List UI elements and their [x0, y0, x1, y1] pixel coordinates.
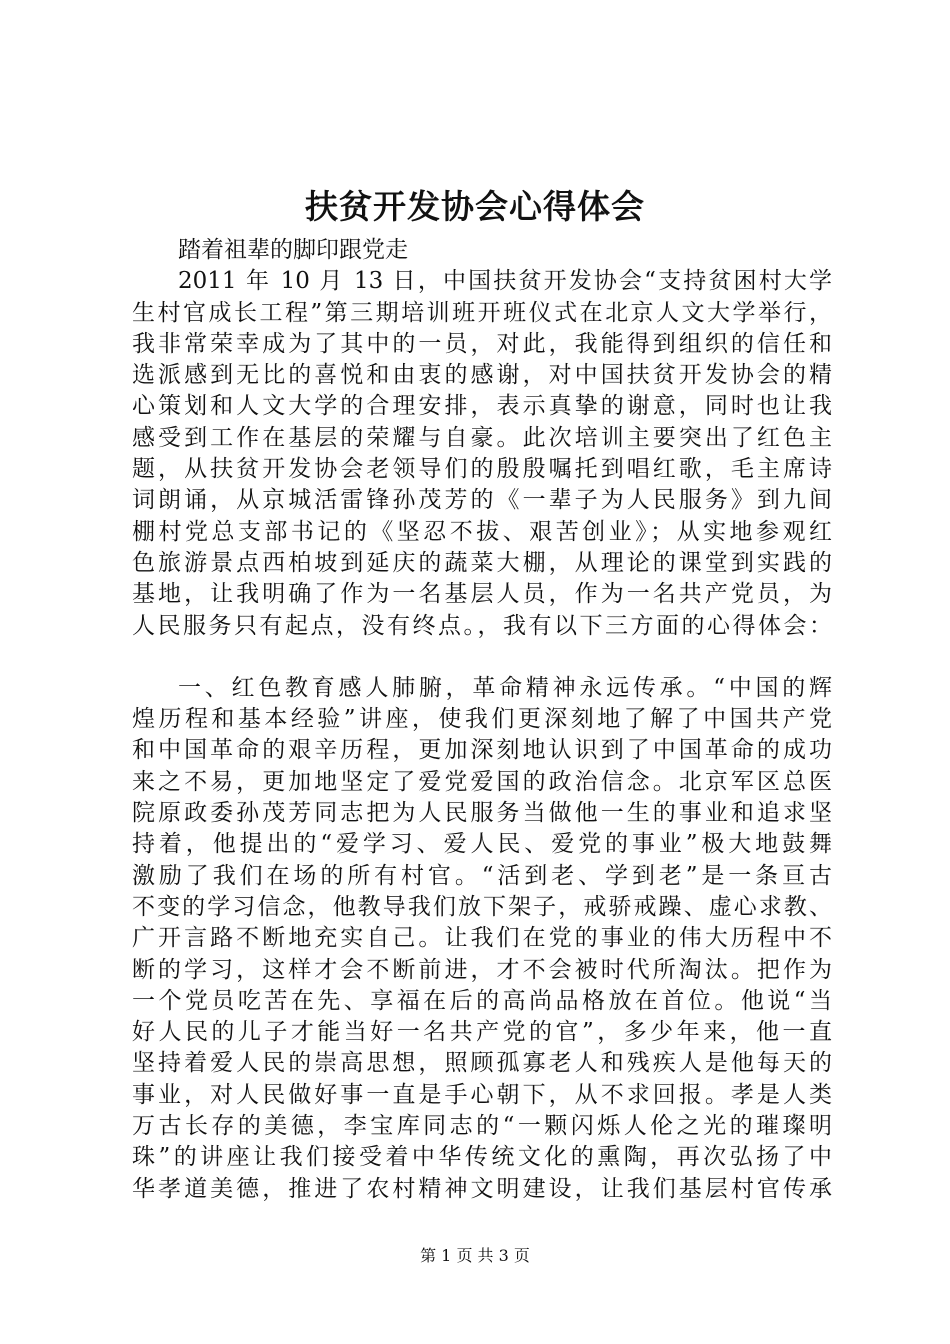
text-line: 煌历程和基本经验”讲座，使我们更深刻地了解了中国共产党 — [132, 706, 832, 733]
paragraph-gap — [132, 642, 832, 673]
text-line: 人民服务只有起点，没有终点。，我有以下三方面的心得体会： — [132, 612, 832, 639]
text-line: 基地，让我明确了作为一名基层人员，作为一名共产党员，为 — [132, 581, 832, 608]
text-line: 不变的学习信念，他教导我们放下架子，戒骄戒躁、虚心求教、 — [132, 893, 832, 920]
text-line: 棚村党总支部书记的《坚忍不拔、艰苦创业》；从实地参观红 — [132, 518, 832, 545]
text-line: 词朗诵，从京城活雷锋孙茂芳的《一辈子为人民服务》到九间 — [132, 487, 832, 514]
text-line: 2011 年 10 月 13 日，中国扶贫开发协会“支持贫困村大学 — [178, 268, 832, 295]
text-line: 院原政委孙茂芳同志把为人民服务当做他一生的事业和追求坚 — [132, 800, 832, 827]
text-line: 心策划和人文大学的合理安排，表示真挚的谢意，同时也让我 — [132, 393, 832, 420]
text-line: 好人民的儿子才能当好一名共产党的官”，多少年来，他一直 — [132, 1019, 832, 1046]
document-title: 扶贫开发协会心得体会 — [305, 187, 645, 226]
subtitle-line: 踏着祖辈的脚印跟党走 — [178, 237, 408, 263]
page-number-footer: 第 1 页 共 3 页 — [420, 1246, 530, 1265]
text-line: 华孝道美德，推进了农村精神文明建设，让我们基层村官传承 — [132, 1175, 832, 1202]
text-line: 持着，他提出的“爱学习、爱人民、爱党的事业”极大地鼓舞 — [132, 831, 832, 858]
text-line: 断的学习，这样才会不断前进，才不会被时代所淘汰。把作为 — [132, 956, 832, 983]
text-line: 万古长存的美德，李宝库同志的“一颗闪烁人伦之光的璀璨明 — [132, 1113, 832, 1140]
text-line: 激励了我们在场的所有村官。“活到老、学到老”是一条亘古 — [132, 862, 832, 889]
text-line: 广开言路不断地充实自己。让我们在党的事业的伟大历程中不 — [132, 925, 832, 952]
text-line: 色旅游景点西柏坡到延庆的蔬菜大棚，从理论的课堂到实践的 — [132, 549, 832, 576]
text-line: 一、红色教育感人肺腑，革命精神永远传承。“中国的辉 — [178, 674, 832, 701]
document-body — [132, 235, 832, 1205]
text-line: 生村官成长工程”第三期培训班开班仪式在北京人文大学举行， — [132, 299, 832, 326]
text-line: 来之不易，更加地坚定了爱党爱国的政治信念。北京军区总医 — [132, 768, 832, 795]
text-line: 事业，对人民做好事一直是手心朝下，从不求回报。孝是人类 — [132, 1081, 832, 1108]
text-line: 我非常荣幸成为了其中的一员，对此，我能得到组织的信任和 — [132, 330, 832, 357]
text-line: 和中国革命的艰辛历程，更加深刻地认识到了中国革命的成功 — [132, 737, 832, 764]
text-line: 坚持着爱人民的崇高思想，照顾孤寡老人和残疾人是他每天的 — [132, 1050, 832, 1077]
text-line: 选派感到无比的喜悦和由衷的感谢，对中国扶贫开发协会的精 — [132, 362, 832, 389]
text-line: 题，从扶贫开发协会老领导们的殷殷嘱托到唱红歌，毛主席诗 — [132, 456, 832, 483]
text-line: 感受到工作在基层的荣耀与自豪。此次培训主要突出了红色主 — [132, 424, 832, 451]
text-line: 珠”的讲座让我们接受着中华传统文化的熏陶，再次弘扬了中 — [132, 1144, 832, 1171]
text-line: 一个党员吃苦在先、享福在后的高尚品格放在首位。他说“当 — [132, 987, 832, 1014]
